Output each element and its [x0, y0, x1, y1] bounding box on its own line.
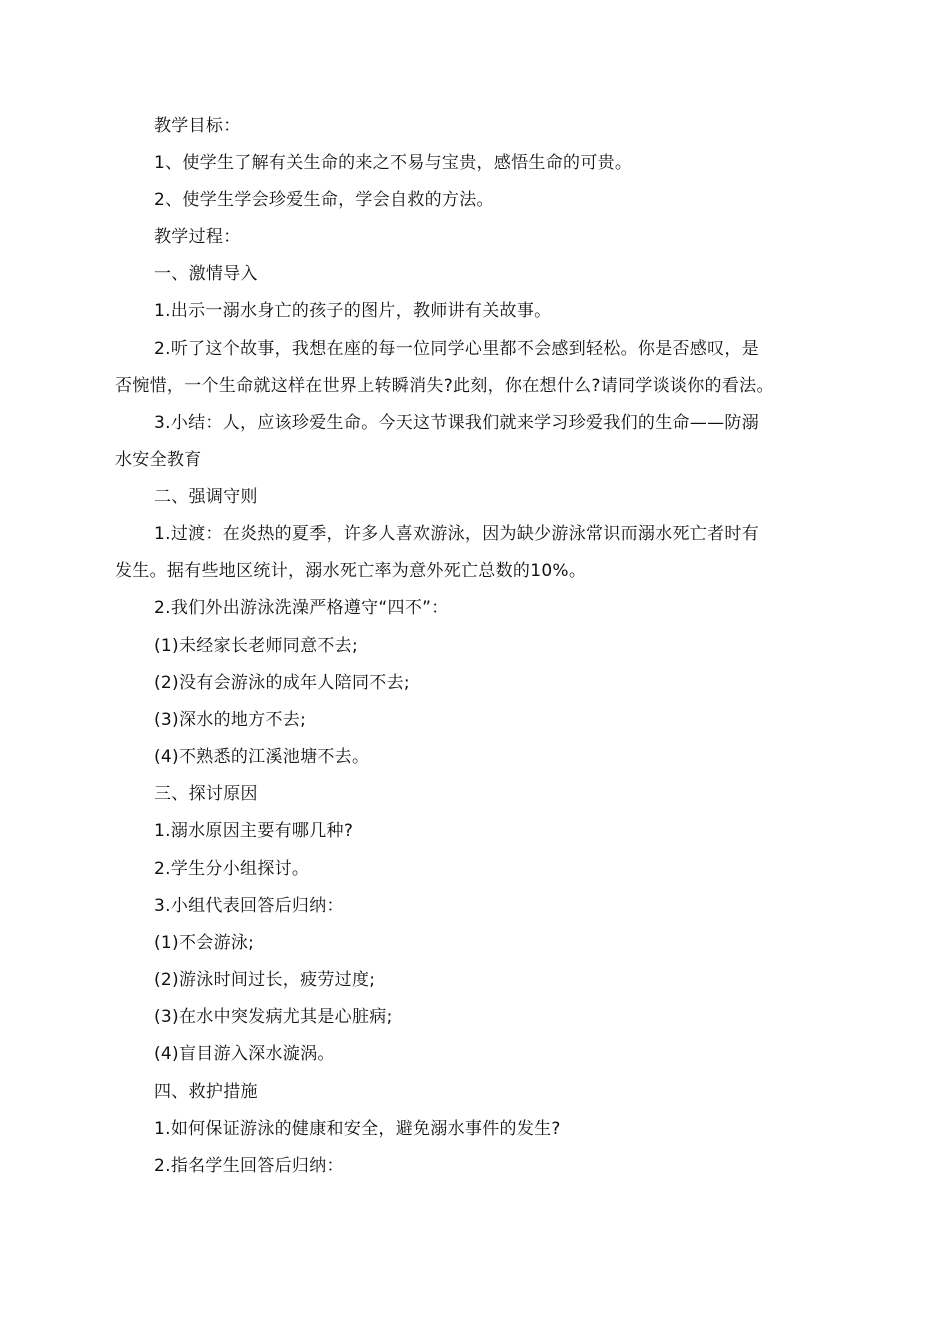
paragraph-item [115, 1111, 835, 1148]
reason-item [115, 1036, 835, 1073]
paragraph-line: 3.小组代表回答后归纳： [154, 896, 344, 916]
paragraph-line: 教学目标： [154, 116, 241, 136]
paragraph-line: 2.指名学生回答后归纳： [154, 1156, 344, 1176]
goal-item-2 [115, 182, 835, 219]
section-heading-1 [115, 256, 835, 293]
paragraph-line: 1.出示一溺水身亡的孩子的图片，教师讲有关故事。 [154, 301, 552, 321]
paragraph-item [115, 813, 835, 850]
section-heading-2 [115, 479, 835, 516]
paragraph-line: 教学过程： [154, 227, 241, 247]
paragraph-item [115, 590, 835, 627]
reason-item [115, 962, 835, 999]
paragraph-line: 水安全教育 [115, 450, 202, 470]
paragraph-line: (3)在水中突发病尤其是心脏病; [154, 1007, 393, 1027]
paragraph-line: 2、使学生学会珍爱生命，学会自救的方法。 [154, 190, 494, 210]
paragraph-line: 2.听了这个故事，我想在座的每一位同学心里都不会感到轻松。你是否感叹，是 [154, 339, 760, 359]
paragraph-item [115, 516, 835, 590]
paragraph-line: 三、探讨原因 [154, 784, 258, 804]
reason-item [115, 999, 835, 1036]
paragraph-line: (4)盲目游入深水漩涡。 [154, 1044, 335, 1064]
paragraph-item [115, 293, 835, 330]
rule-item [115, 628, 835, 665]
paragraph-line: (3)深水的地方不去; [154, 710, 307, 730]
paragraph-item [115, 331, 835, 405]
paragraph-line: 1、使学生了解有关生命的来之不易与宝贵，感悟生命的可贵。 [154, 153, 633, 173]
reason-item [115, 925, 835, 962]
paragraph-line: 二、强调守则 [154, 487, 258, 507]
rule-item [115, 702, 835, 739]
paragraph-line: 一、激情导入 [154, 264, 258, 284]
paragraph-line: (1)未经家长老师同意不去; [154, 636, 359, 656]
section-heading-3 [115, 776, 835, 813]
paragraph-line: 1.溺水原因主要有哪几种? [154, 821, 354, 841]
paragraph-line: 1.过渡：在炎热的夏季，许多人喜欢游泳，因为缺少游泳常识而溺水死亡者时有 [154, 524, 760, 544]
paragraph-item [115, 1148, 835, 1185]
heading-teaching-process [115, 219, 835, 256]
paragraph-line: (2)没有会游泳的成年人陪同不去; [154, 673, 410, 693]
rule-item [115, 739, 835, 776]
paragraph-line: 2.我们外出游泳洗澡严格遵守“四不”： [154, 598, 449, 618]
section-heading-4 [115, 1074, 835, 1111]
paragraph-line: 2.学生分小组探讨。 [154, 859, 310, 879]
paragraph-line: 否惋惜，一个生命就这样在世界上转瞬消失?此刻，你在想什么?请同学谈谈你的看法。 [115, 376, 774, 396]
rule-item [115, 665, 835, 702]
goal-item-1 [115, 145, 835, 182]
paragraph-line: 发生。据有些地区统计，溺水死亡率为意外死亡总数的10%。 [115, 561, 587, 581]
paragraph-line: 3.小结：人，应该珍爱生命。今天这节课我们就来学习珍爱我们的生命——防溺 [154, 413, 760, 433]
paragraph-item [115, 888, 835, 925]
paragraph-line: (1)不会游泳; [154, 933, 255, 953]
heading-teaching-goals [115, 108, 835, 145]
paragraph-line: 四、救护措施 [154, 1082, 258, 1102]
paragraph-line: (4)不熟悉的江溪池塘不去。 [154, 747, 370, 767]
paragraph-item [115, 851, 835, 888]
paragraph-line: (2)游泳时间过长，疲劳过度; [154, 970, 376, 990]
paragraph-item [115, 405, 835, 479]
paragraph-line: 1.如何保证游泳的健康和安全，避免溺水事件的发生? [154, 1119, 561, 1139]
